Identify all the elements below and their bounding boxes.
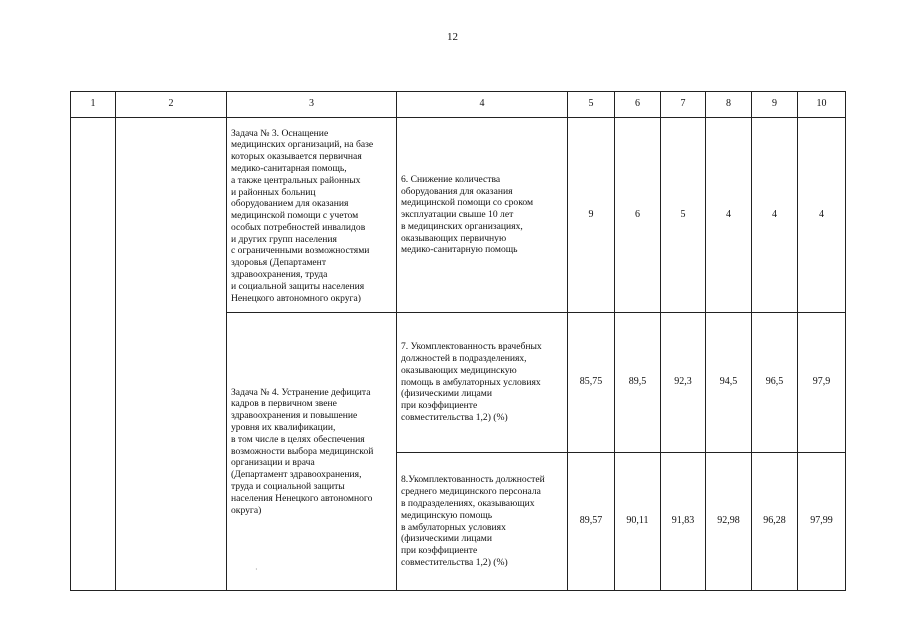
indicator-8-value-col9: 96,28: [752, 453, 798, 591]
header-cell-6: 6: [615, 92, 661, 118]
indicator-6-value-col5: 9: [568, 118, 615, 313]
indicator-6-value-col9: 4: [752, 118, 798, 313]
indicator-7-value-col9: 96,5: [752, 313, 798, 453]
header-cell-9: 9: [752, 92, 798, 118]
indicator-6-value-col7: 5: [661, 118, 706, 313]
header-cell-2: 2: [116, 92, 227, 118]
indicator-7-value-col10: 97,9: [798, 313, 846, 453]
header-cell-1: 1: [71, 92, 116, 118]
header-cell-4: 4: [397, 92, 568, 118]
indicator-7-value-col7: 92,3: [661, 313, 706, 453]
indicator-7-name: 7. Укомплектованность врачебных должностей в подразделениях, оказывающих медицинскую помощь в амбулаторных условиях (физическими лицами при коэффициенте совместительства 1,2) (%): [397, 313, 568, 453]
indicator-6-value-col10: 4: [798, 118, 846, 313]
task-3-cell: Задача № 3. Оснащение медицинских организаций, на базе которых оказывается первичная медико-санитарная помощь, а также центральных районных и районных больниц оборудованием для оказания медицинской помощи с учетом особых потребностей инвалидов и других групп населения с ограниченными возможностями здоровья (Департамент здравоохранения, труда и социальной защиты населения Ненецкого автономного округа): [227, 118, 397, 313]
indicator-8-value-col5: 89,57: [568, 453, 615, 591]
table-header-row: [71, 92, 846, 118]
header-cell-3: 3: [227, 92, 397, 118]
indicator-8-value-col8: 92,98: [706, 453, 752, 591]
indicator-6-value-col8: 4: [706, 118, 752, 313]
header-cell-5: 5: [568, 92, 615, 118]
header-cell-7: 7: [661, 92, 706, 118]
scan-speck: ·: [255, 565, 258, 574]
indicators-table: [70, 91, 846, 591]
column-2-empty-cell: [116, 118, 227, 591]
indicator-6-value-col6: 6: [615, 118, 661, 313]
header-cell-10: 10: [798, 92, 846, 118]
indicator-7-value-col6: 89,5: [615, 313, 661, 453]
indicator-7-value-col8: 94,5: [706, 313, 752, 453]
column-1-empty-cell: [71, 118, 116, 591]
indicator-8-value-col7: 91,83: [661, 453, 706, 591]
task-4-cell: Задача № 4. Устранение дефицита кадров в первичном звене здравоохранения и повышение уровня их квалификации, в том числе в целях обеспечения возможности выбора медицинской организации и врача (Департамент здравоохранения, труда и социальной защиты населения Ненецкого автономного округа): [227, 313, 397, 591]
indicator-8-value-col6: 90,11: [615, 453, 661, 591]
indicator-6-name: 6. Снижение количества оборудования для оказания медицинской помощи со сроком эксплуатации свыше 10 лет в медицинских организациях, оказывающих первичную медико-санитарную помощь: [397, 118, 568, 313]
indicator-7-value-col5: 85,75: [568, 313, 615, 453]
indicator-8-value-col10: 97,99: [798, 453, 846, 591]
table-row-indicator-6: [71, 118, 846, 313]
indicator-8-name: 8.Укомплектованность должностей среднего медицинского персонала в подразделениях, оказывающих медицинскую помощь в амбулаторных условиях (физическими лицами при коэффициенте совместительства 1,2) (%): [397, 453, 568, 591]
page-number: 12: [447, 31, 458, 43]
header-cell-8: 8: [706, 92, 752, 118]
